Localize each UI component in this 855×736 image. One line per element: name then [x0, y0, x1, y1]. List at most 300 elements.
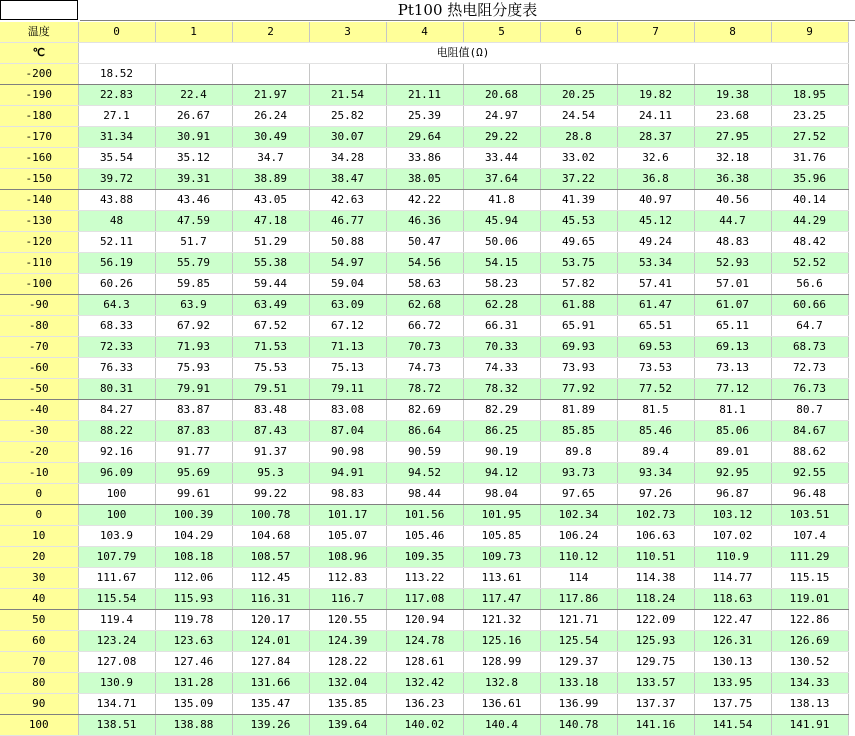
resistance-cell[interactable]: 62.28: [463, 295, 540, 316]
resistance-cell[interactable]: 42.22: [386, 190, 463, 211]
row-temp-label[interactable]: -100: [0, 274, 78, 295]
resistance-cell[interactable]: 72.73: [771, 358, 848, 379]
row-temp-label[interactable]: 100: [0, 715, 78, 736]
resistance-cell[interactable]: 98.83: [309, 484, 386, 505]
temp-unit[interactable]: ℃: [0, 43, 78, 64]
resistance-cell[interactable]: 61.88: [540, 295, 617, 316]
resistance-cell[interactable]: [463, 64, 540, 85]
row-temp-label[interactable]: 10: [0, 526, 78, 547]
resistance-cell[interactable]: [155, 64, 232, 85]
row-temp-label[interactable]: -20: [0, 442, 78, 463]
resistance-cell[interactable]: 115.54: [78, 589, 155, 610]
resistance-cell[interactable]: 139.26: [232, 715, 309, 736]
resistance-cell[interactable]: 26.24: [232, 106, 309, 127]
resistance-cell[interactable]: 73.93: [540, 358, 617, 379]
resistance-cell[interactable]: 128.61: [386, 652, 463, 673]
row-temp-label[interactable]: -110: [0, 253, 78, 274]
resistance-cell[interactable]: 80.31: [78, 379, 155, 400]
resistance-cell[interactable]: 50.06: [463, 232, 540, 253]
resistance-cell[interactable]: 71.13: [309, 337, 386, 358]
resistance-cell[interactable]: 129.75: [617, 652, 694, 673]
resistance-cell[interactable]: 89.01: [694, 442, 771, 463]
resistance-cell[interactable]: 103.12: [694, 505, 771, 526]
resistance-cell[interactable]: 125.93: [617, 631, 694, 652]
resistance-cell[interactable]: 26.67: [155, 106, 232, 127]
resistance-cell[interactable]: 107.4: [771, 526, 848, 547]
resistance-cell[interactable]: 48.83: [694, 232, 771, 253]
resistance-cell[interactable]: 106.63: [617, 526, 694, 547]
row-temp-label[interactable]: -30: [0, 421, 78, 442]
resistance-cell[interactable]: 132.42: [386, 673, 463, 694]
temp-label[interactable]: 温度: [0, 22, 78, 43]
resistance-cell[interactable]: 57.82: [540, 274, 617, 295]
resistance-cell[interactable]: 43.46: [155, 190, 232, 211]
row-temp-label[interactable]: 50: [0, 610, 78, 631]
resistance-cell[interactable]: 75.13: [309, 358, 386, 379]
resistance-cell[interactable]: 46.77: [309, 211, 386, 232]
resistance-cell[interactable]: 90.98: [309, 442, 386, 463]
resistance-cell[interactable]: 97.26: [617, 484, 694, 505]
resistance-cell[interactable]: 89.4: [617, 442, 694, 463]
col-head-5[interactable]: 5: [463, 22, 540, 43]
resistance-cell[interactable]: 24.97: [463, 106, 540, 127]
resistance-cell[interactable]: 50.88: [309, 232, 386, 253]
resistance-cell[interactable]: 109.35: [386, 547, 463, 568]
resistance-cell[interactable]: 66.72: [386, 316, 463, 337]
resistance-cell[interactable]: 56.19: [78, 253, 155, 274]
resistance-cell[interactable]: 99.61: [155, 484, 232, 505]
resistance-cell[interactable]: 82.29: [463, 400, 540, 421]
resistance-cell[interactable]: 54.56: [386, 253, 463, 274]
resistance-cell[interactable]: 132.8: [463, 673, 540, 694]
resistance-cell[interactable]: 59.85: [155, 274, 232, 295]
resistance-cell[interactable]: 45.12: [617, 211, 694, 232]
resistance-cell[interactable]: 27.95: [694, 127, 771, 148]
row-temp-label[interactable]: 0: [0, 484, 78, 505]
resistance-cell[interactable]: 134.71: [78, 694, 155, 715]
resistance-cell[interactable]: 21.11: [386, 85, 463, 106]
resistance-cell[interactable]: 68.73: [771, 337, 848, 358]
row-temp-label[interactable]: 80: [0, 673, 78, 694]
resistance-cell[interactable]: 52.11: [78, 232, 155, 253]
resistance-cell[interactable]: 67.52: [232, 316, 309, 337]
resistance-cell[interactable]: 18.95: [771, 85, 848, 106]
resistance-cell[interactable]: 78.72: [386, 379, 463, 400]
row-temp-label[interactable]: -140: [0, 190, 78, 211]
resistance-cell[interactable]: 95.3: [232, 463, 309, 484]
row-temp-label[interactable]: -50: [0, 379, 78, 400]
resistance-cell[interactable]: 58.23: [463, 274, 540, 295]
resistance-cell[interactable]: 100.39: [155, 505, 232, 526]
resistance-cell[interactable]: 83.08: [309, 400, 386, 421]
resistance-cell[interactable]: 141.16: [617, 715, 694, 736]
resistance-cell[interactable]: 64.7: [771, 316, 848, 337]
resistance-cell[interactable]: 47.59: [155, 211, 232, 232]
resistance-cell[interactable]: 69.93: [540, 337, 617, 358]
resistance-cell[interactable]: 106.24: [540, 526, 617, 547]
resistance-cell[interactable]: 96.87: [694, 484, 771, 505]
resistance-cell[interactable]: 99.22: [232, 484, 309, 505]
resistance-cell[interactable]: 126.31: [694, 631, 771, 652]
resistance-cell[interactable]: 84.67: [771, 421, 848, 442]
resistance-cell[interactable]: 73.53: [617, 358, 694, 379]
resistance-cell[interactable]: 107.79: [78, 547, 155, 568]
resistance-cell[interactable]: 127.46: [155, 652, 232, 673]
resistance-cell[interactable]: 23.25: [771, 106, 848, 127]
resistance-cell[interactable]: 27.1: [78, 106, 155, 127]
resistance-cell[interactable]: 86.64: [386, 421, 463, 442]
resistance-cell[interactable]: 114.38: [617, 568, 694, 589]
resistance-cell[interactable]: 37.22: [540, 169, 617, 190]
resistance-cell[interactable]: [540, 64, 617, 85]
resistance-cell[interactable]: 55.38: [232, 253, 309, 274]
resistance-cell[interactable]: 39.72: [78, 169, 155, 190]
resistance-cell[interactable]: 71.53: [232, 337, 309, 358]
resistance-cell[interactable]: 45.94: [463, 211, 540, 232]
resistance-cell[interactable]: 109.73: [463, 547, 540, 568]
resistance-cell[interactable]: 60.26: [78, 274, 155, 295]
resistance-cell[interactable]: 38.05: [386, 169, 463, 190]
resistance-cell[interactable]: 101.56: [386, 505, 463, 526]
resistance-cell[interactable]: 98.04: [463, 484, 540, 505]
resistance-cell[interactable]: 20.25: [540, 85, 617, 106]
resistance-cell[interactable]: 36.8: [617, 169, 694, 190]
resistance-cell[interactable]: 25.39: [386, 106, 463, 127]
resistance-cell[interactable]: 114.77: [694, 568, 771, 589]
resistance-cell[interactable]: 116.7: [309, 589, 386, 610]
resistance-cell[interactable]: 83.48: [232, 400, 309, 421]
resistance-cell[interactable]: 39.31: [155, 169, 232, 190]
resistance-cell[interactable]: 98.44: [386, 484, 463, 505]
row-temp-label[interactable]: 60: [0, 631, 78, 652]
resistance-cell[interactable]: 80.7: [771, 400, 848, 421]
resistance-cell[interactable]: 78.32: [463, 379, 540, 400]
resistance-cell[interactable]: 65.51: [617, 316, 694, 337]
resistance-cell[interactable]: 72.33: [78, 337, 155, 358]
resistance-cell[interactable]: 22.83: [78, 85, 155, 106]
resistance-cell[interactable]: 139.64: [309, 715, 386, 736]
resistance-cell[interactable]: 88.22: [78, 421, 155, 442]
resistance-cell[interactable]: 50.47: [386, 232, 463, 253]
resistance-cell[interactable]: 45.53: [540, 211, 617, 232]
resistance-cell[interactable]: 119.78: [155, 610, 232, 631]
row-temp-label[interactable]: 90: [0, 694, 78, 715]
resistance-cell[interactable]: 128.22: [309, 652, 386, 673]
resistance-cell[interactable]: 92.55: [771, 463, 848, 484]
resistance-cell[interactable]: 85.46: [617, 421, 694, 442]
resistance-cell[interactable]: 118.24: [617, 589, 694, 610]
resistance-cell[interactable]: 86.25: [463, 421, 540, 442]
resistance-cell[interactable]: 81.1: [694, 400, 771, 421]
resistance-cell[interactable]: 123.63: [155, 631, 232, 652]
resistance-cell[interactable]: [771, 64, 848, 85]
resistance-cell[interactable]: 48: [78, 211, 155, 232]
resistance-cell[interactable]: 105.07: [309, 526, 386, 547]
resistance-cell[interactable]: 131.66: [232, 673, 309, 694]
resistance-cell[interactable]: 59.04: [309, 274, 386, 295]
resistance-cell[interactable]: 115.93: [155, 589, 232, 610]
resistance-cell[interactable]: 122.47: [694, 610, 771, 631]
resistance-cell[interactable]: 104.29: [155, 526, 232, 547]
resistance-cell[interactable]: 63.49: [232, 295, 309, 316]
resistance-cell[interactable]: 137.75: [694, 694, 771, 715]
resistance-cell[interactable]: 25.82: [309, 106, 386, 127]
resistance-cell[interactable]: 117.86: [540, 589, 617, 610]
resistance-cell[interactable]: 21.54: [309, 85, 386, 106]
resistance-cell[interactable]: 95.69: [155, 463, 232, 484]
resistance-cell[interactable]: 81.5: [617, 400, 694, 421]
resistance-cell[interactable]: 34.28: [309, 148, 386, 169]
resistance-cell[interactable]: [232, 64, 309, 85]
resistance-cell[interactable]: 67.12: [309, 316, 386, 337]
resistance-cell[interactable]: 132.04: [309, 673, 386, 694]
resistance-cell[interactable]: 89.8: [540, 442, 617, 463]
resistance-cell[interactable]: 33.02: [540, 148, 617, 169]
resistance-cell[interactable]: 108.57: [232, 547, 309, 568]
resistance-cell[interactable]: 125.54: [540, 631, 617, 652]
row-temp-label[interactable]: -180: [0, 106, 78, 127]
resistance-cell[interactable]: 92.16: [78, 442, 155, 463]
resistance-cell[interactable]: 60.66: [771, 295, 848, 316]
resistance-cell[interactable]: 119.01: [771, 589, 848, 610]
resistance-cell[interactable]: [694, 64, 771, 85]
resistance-cell[interactable]: 122.09: [617, 610, 694, 631]
resistance-cell[interactable]: 31.34: [78, 127, 155, 148]
resistance-cell[interactable]: 102.73: [617, 505, 694, 526]
resistance-cell[interactable]: 101.17: [309, 505, 386, 526]
resistance-cell[interactable]: 55.79: [155, 253, 232, 274]
resistance-cell[interactable]: 100: [78, 484, 155, 505]
resistance-cell[interactable]: 136.23: [386, 694, 463, 715]
col-head-0[interactable]: 0: [78, 22, 155, 43]
resistance-cell[interactable]: 122.86: [771, 610, 848, 631]
resistance-cell[interactable]: 93.73: [540, 463, 617, 484]
resistance-cell[interactable]: 102.34: [540, 505, 617, 526]
resistance-cell[interactable]: 117.08: [386, 589, 463, 610]
resistance-cell[interactable]: 83.87: [155, 400, 232, 421]
resistance-cell[interactable]: 40.14: [771, 190, 848, 211]
resistance-cell[interactable]: 32.18: [694, 148, 771, 169]
resistance-cell[interactable]: 110.51: [617, 547, 694, 568]
resistance-cell[interactable]: 38.89: [232, 169, 309, 190]
resistance-cell[interactable]: 96.48: [771, 484, 848, 505]
resistance-cell[interactable]: 49.65: [540, 232, 617, 253]
resistance-cell[interactable]: 105.46: [386, 526, 463, 547]
resistance-cell[interactable]: 34.7: [232, 148, 309, 169]
resistance-cell[interactable]: 49.24: [617, 232, 694, 253]
resistance-cell[interactable]: 105.85: [463, 526, 540, 547]
resistance-cell[interactable]: 103.51: [771, 505, 848, 526]
row-temp-label[interactable]: -60: [0, 358, 78, 379]
resistance-cell[interactable]: 74.33: [463, 358, 540, 379]
resistance-cell[interactable]: 52.93: [694, 253, 771, 274]
resistance-cell[interactable]: 117.47: [463, 589, 540, 610]
resistance-cell[interactable]: 124.78: [386, 631, 463, 652]
resistance-cell[interactable]: 124.39: [309, 631, 386, 652]
resistance-cell[interactable]: 24.54: [540, 106, 617, 127]
resistance-cell[interactable]: 59.44: [232, 274, 309, 295]
resistance-cell[interactable]: 140.78: [540, 715, 617, 736]
resistance-cell[interactable]: 19.38: [694, 85, 771, 106]
col-head-3[interactable]: 3: [309, 22, 386, 43]
resistance-cell[interactable]: 107.02: [694, 526, 771, 547]
resistance-cell[interactable]: 92.95: [694, 463, 771, 484]
resistance-cell[interactable]: 61.47: [617, 295, 694, 316]
resistance-cell[interactable]: 67.92: [155, 316, 232, 337]
resistance-cell[interactable]: 110.9: [694, 547, 771, 568]
resistance-cell[interactable]: 121.71: [540, 610, 617, 631]
resistance-cell[interactable]: 21.97: [232, 85, 309, 106]
resistance-cell[interactable]: 87.83: [155, 421, 232, 442]
resistance-cell[interactable]: 51.7: [155, 232, 232, 253]
resistance-cell[interactable]: 75.93: [155, 358, 232, 379]
resistance-cell[interactable]: 129.37: [540, 652, 617, 673]
resistance-cell[interactable]: 123.24: [78, 631, 155, 652]
col-head-9[interactable]: 9: [771, 22, 848, 43]
resistance-cell[interactable]: 31.76: [771, 148, 848, 169]
resistance-cell[interactable]: 135.85: [309, 694, 386, 715]
resistance-cell[interactable]: 57.41: [617, 274, 694, 295]
resistance-cell[interactable]: 69.53: [617, 337, 694, 358]
resistance-cell[interactable]: 51.29: [232, 232, 309, 253]
resistance-cell[interactable]: 135.47: [232, 694, 309, 715]
resistance-cell[interactable]: 29.22: [463, 127, 540, 148]
resistance-cell[interactable]: 41.8: [463, 190, 540, 211]
resistance-cell[interactable]: 57.01: [694, 274, 771, 295]
resistance-cell[interactable]: 85.85: [540, 421, 617, 442]
col-head-1[interactable]: 1: [155, 22, 232, 43]
resistance-cell[interactable]: 118.63: [694, 589, 771, 610]
resistance-cell[interactable]: 113.61: [463, 568, 540, 589]
resistance-cell[interactable]: 111.29: [771, 547, 848, 568]
resistance-cell[interactable]: 81.89: [540, 400, 617, 421]
resistance-cell[interactable]: 121.32: [463, 610, 540, 631]
row-temp-label[interactable]: 20: [0, 547, 78, 568]
col-head-6[interactable]: 6: [540, 22, 617, 43]
resistance-cell[interactable]: 133.95: [694, 673, 771, 694]
resistance-cell[interactable]: 87.43: [232, 421, 309, 442]
resistance-cell[interactable]: 35.54: [78, 148, 155, 169]
resistance-cell[interactable]: 87.04: [309, 421, 386, 442]
resistance-cell[interactable]: 134.33: [771, 673, 848, 694]
resistance-cell[interactable]: 30.07: [309, 127, 386, 148]
resistance-cell[interactable]: 90.59: [386, 442, 463, 463]
resistance-cell[interactable]: 29.64: [386, 127, 463, 148]
resistance-cell[interactable]: 112.06: [155, 568, 232, 589]
row-temp-label[interactable]: -80: [0, 316, 78, 337]
resistance-cell[interactable]: [309, 64, 386, 85]
resistance-cell[interactable]: 23.68: [694, 106, 771, 127]
resistance-cell[interactable]: 113.22: [386, 568, 463, 589]
resistance-cell[interactable]: 88.62: [771, 442, 848, 463]
resistance-cell[interactable]: 116.31: [232, 589, 309, 610]
resistance-cell[interactable]: 120.94: [386, 610, 463, 631]
resistance-cell[interactable]: 22.4: [155, 85, 232, 106]
resistance-cell[interactable]: 96.09: [78, 463, 155, 484]
resistance-cell[interactable]: 77.52: [617, 379, 694, 400]
resistance-cell[interactable]: 77.12: [694, 379, 771, 400]
row-temp-label[interactable]: -120: [0, 232, 78, 253]
resistance-cell[interactable]: 120.55: [309, 610, 386, 631]
resistance-label[interactable]: 电阻值(Ω): [78, 43, 848, 64]
resistance-cell[interactable]: 47.18: [232, 211, 309, 232]
resistance-cell[interactable]: 140.4: [463, 715, 540, 736]
resistance-cell[interactable]: 93.34: [617, 463, 694, 484]
resistance-cell[interactable]: 46.36: [386, 211, 463, 232]
resistance-cell[interactable]: 108.96: [309, 547, 386, 568]
resistance-cell[interactable]: 41.39: [540, 190, 617, 211]
resistance-cell[interactable]: 38.47: [309, 169, 386, 190]
resistance-cell[interactable]: 94.91: [309, 463, 386, 484]
resistance-cell[interactable]: 27.52: [771, 127, 848, 148]
resistance-cell[interactable]: 97.65: [540, 484, 617, 505]
resistance-cell[interactable]: 94.12: [463, 463, 540, 484]
resistance-cell[interactable]: 28.37: [617, 127, 694, 148]
resistance-cell[interactable]: 130.13: [694, 652, 771, 673]
resistance-cell[interactable]: 114: [540, 568, 617, 589]
resistance-cell[interactable]: 120.17: [232, 610, 309, 631]
resistance-cell[interactable]: 119.4: [78, 610, 155, 631]
resistance-cell[interactable]: 64.3: [78, 295, 155, 316]
resistance-cell[interactable]: 79.51: [232, 379, 309, 400]
resistance-cell[interactable]: 36.38: [694, 169, 771, 190]
row-temp-label[interactable]: -200: [0, 64, 78, 85]
resistance-cell[interactable]: 30.91: [155, 127, 232, 148]
resistance-cell[interactable]: 100.78: [232, 505, 309, 526]
resistance-cell[interactable]: 18.52: [78, 64, 155, 85]
resistance-cell[interactable]: 76.73: [771, 379, 848, 400]
resistance-cell[interactable]: 112.45: [232, 568, 309, 589]
resistance-cell[interactable]: 40.97: [617, 190, 694, 211]
resistance-cell[interactable]: 68.33: [78, 316, 155, 337]
resistance-cell[interactable]: 44.29: [771, 211, 848, 232]
row-temp-label[interactable]: -40: [0, 400, 78, 421]
resistance-cell[interactable]: 141.54: [694, 715, 771, 736]
resistance-cell[interactable]: 37.64: [463, 169, 540, 190]
resistance-cell[interactable]: 40.56: [694, 190, 771, 211]
row-temp-label[interactable]: 0: [0, 505, 78, 526]
resistance-cell[interactable]: 136.99: [540, 694, 617, 715]
resistance-cell[interactable]: 125.16: [463, 631, 540, 652]
resistance-cell[interactable]: 82.69: [386, 400, 463, 421]
col-head-8[interactable]: 8: [694, 22, 771, 43]
resistance-cell[interactable]: 35.96: [771, 169, 848, 190]
resistance-cell[interactable]: 20.68: [463, 85, 540, 106]
resistance-cell[interactable]: 43.05: [232, 190, 309, 211]
resistance-cell[interactable]: 70.33: [463, 337, 540, 358]
resistance-cell[interactable]: 63.9: [155, 295, 232, 316]
resistance-cell[interactable]: 74.73: [386, 358, 463, 379]
resistance-cell[interactable]: 65.11: [694, 316, 771, 337]
resistance-cell[interactable]: 140.02: [386, 715, 463, 736]
resistance-cell[interactable]: 19.82: [617, 85, 694, 106]
resistance-cell[interactable]: 48.42: [771, 232, 848, 253]
resistance-cell[interactable]: 141.91: [771, 715, 848, 736]
resistance-cell[interactable]: 138.13: [771, 694, 848, 715]
resistance-cell[interactable]: 130.52: [771, 652, 848, 673]
resistance-cell[interactable]: 124.01: [232, 631, 309, 652]
resistance-cell[interactable]: 54.97: [309, 253, 386, 274]
resistance-cell[interactable]: 32.6: [617, 148, 694, 169]
resistance-cell[interactable]: 54.15: [463, 253, 540, 274]
resistance-cell[interactable]: 33.86: [386, 148, 463, 169]
resistance-cell[interactable]: 104.68: [232, 526, 309, 547]
resistance-cell[interactable]: 58.63: [386, 274, 463, 295]
row-temp-label[interactable]: 30: [0, 568, 78, 589]
resistance-cell[interactable]: 135.09: [155, 694, 232, 715]
resistance-cell[interactable]: 73.13: [694, 358, 771, 379]
resistance-cell[interactable]: 44.7: [694, 211, 771, 232]
